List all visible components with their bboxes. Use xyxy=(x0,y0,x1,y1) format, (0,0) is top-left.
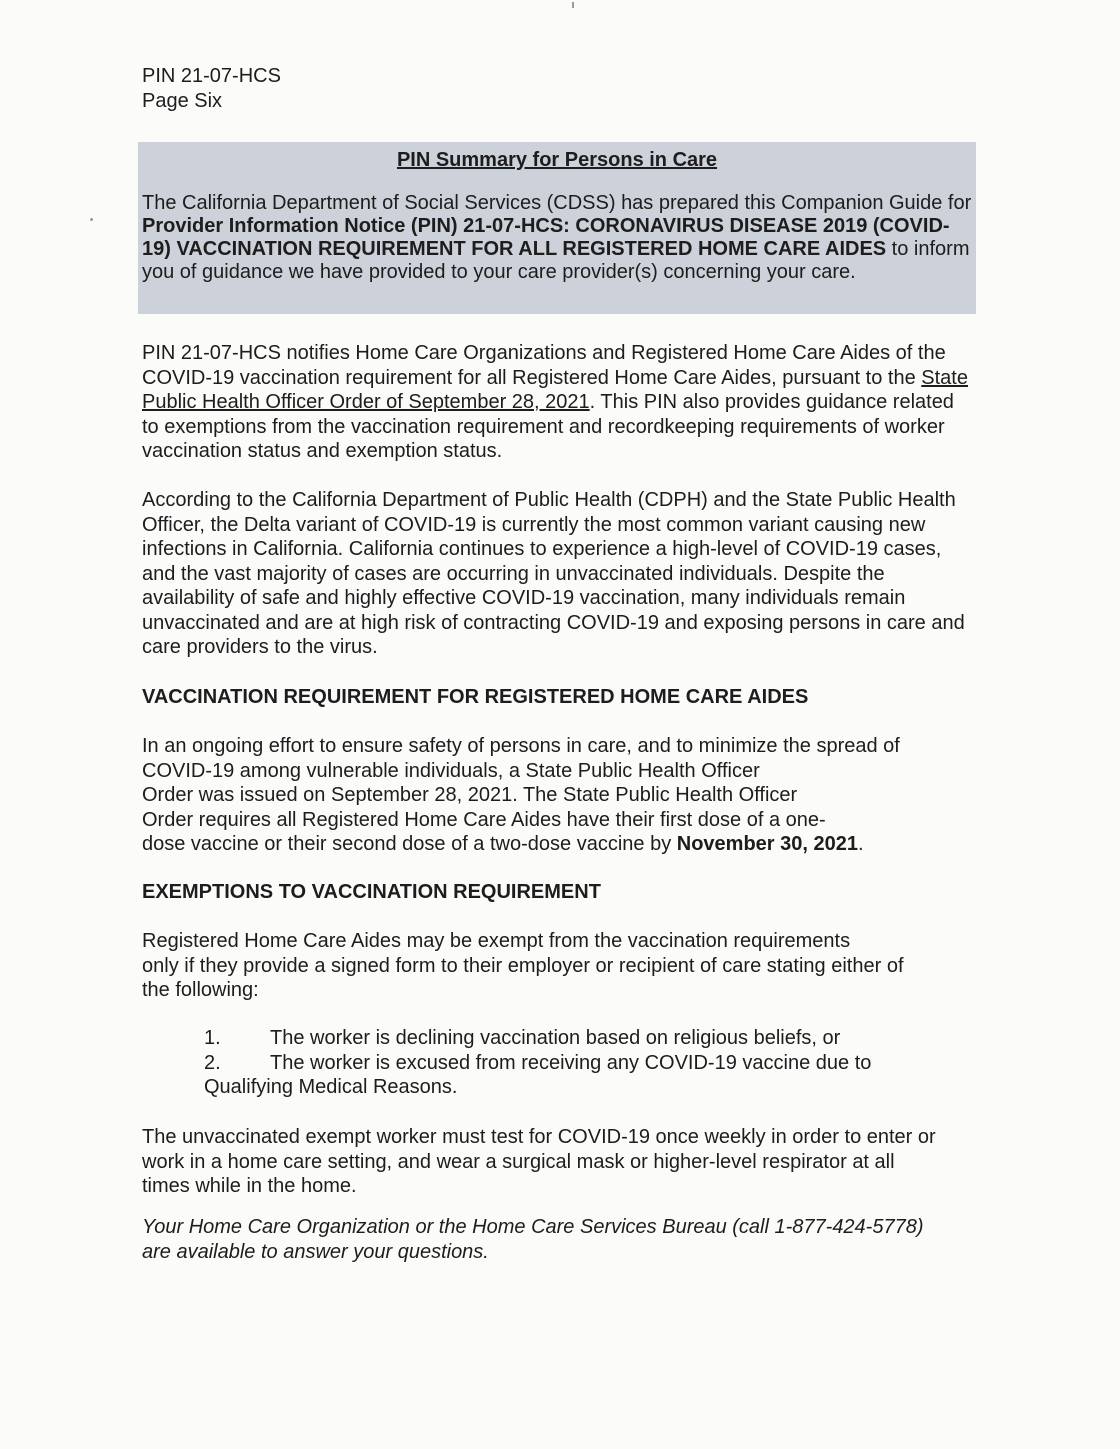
paragraph-pin-notice xyxy=(142,341,972,464)
summary-box xyxy=(138,142,976,314)
paragraph-pin-notice-end: . This PIN also provides guidance related to exemptions from the vaccination requirement and recordkeeping requirements of worker vaccination status and exemption status. xyxy=(142,391,954,462)
health-officer-order-link: State Public Health Officer Order of September 28, 2021 xyxy=(142,366,968,413)
deadline-date: November 30, 2021 xyxy=(676,833,858,855)
paragraph-cdph-context: According to the California Department of Public Health (CDPH) and the State Public Health Officer, the Delta variant of COVID-19 is currently the most common variant causing new infections in California. California continues to experience a high-level of COVID-19 cases, and the vast majority of cases are occurring in unvaccinated individuals. Despite the availability of safe and highly effective COVID-19 vaccination, many individuals remain unvaccinated and are at high risk of contracting COVID-19 and exposing persons in care and care providers to the virus. xyxy=(142,489,965,658)
requirement-line xyxy=(142,832,972,857)
summary-text-end: to inform you of guidance we have provided to your care provider(s) concerning your care. xyxy=(142,238,970,283)
summary-text-intro: The California Department of Social Services (CDSS) has prepared this Companion Guide for xyxy=(142,192,972,214)
page-header xyxy=(142,64,281,114)
list-item-continuation: Qualifying Medical Reasons. xyxy=(204,1076,458,1098)
requirement-line-text: dose vaccine or their second dose of a two-dose vaccine by xyxy=(142,833,677,855)
scan-speck xyxy=(90,218,93,221)
summary-pin-title: Provider Information Notice (PIN) 21-07-HCS: CORONAVIRUS DISEASE 2019 (COVID-19) VACCINATION REQUIREMENT FOR ALL REGISTERED HOME CARE AIDES xyxy=(142,215,950,260)
page-label: Page Six xyxy=(142,90,223,112)
paragraph-contact: Your Home Care Organization or the Home Care Services Bureau (call 1-877-424-5778) are available to answer your questions. xyxy=(142,1216,924,1263)
exemptions-line: Registered Home Care Aides may be exempt from the vaccination requirements xyxy=(142,930,851,952)
requirement-line: Order was issued on September 28, 2021. The State Public Health Officer xyxy=(142,784,798,806)
paragraph-vaccination-requirement xyxy=(142,734,972,857)
list-text: The worker is declining vaccination based on religious beliefs, or xyxy=(270,1027,841,1049)
exemptions-line: the following: xyxy=(142,979,259,1001)
requirement-line: In an ongoing effort to ensure safety of persons in care, and to minimize the spread of xyxy=(142,735,900,757)
heading-exemptions: EXEMPTIONS TO VACCINATION REQUIREMENT xyxy=(142,881,601,903)
heading-vaccination-requirement: VACCINATION REQUIREMENT FOR REGISTERED HOME CARE AIDES xyxy=(142,686,809,708)
scan-speck xyxy=(572,2,574,8)
requirement-line: COVID-19 among vulnerable individuals, a State Public Health Officer xyxy=(142,759,760,782)
list-number: 1. xyxy=(204,1027,221,1049)
paragraph-testing: The unvaccinated exempt worker must test for COVID-19 once weekly in order to enter or work in a home care setting, and wear a surgical mask or higher-level respirator at all times while in the home. xyxy=(142,1126,936,1197)
list-number: 2. xyxy=(204,1051,221,1074)
list-item xyxy=(204,1026,964,1051)
exemption-list xyxy=(204,1026,964,1100)
summary-text xyxy=(142,192,972,284)
paragraph-exemptions xyxy=(142,929,972,1003)
requirement-line: Order requires all Registered Home Care Aides have their first dose of a one- xyxy=(142,808,826,831)
summary-title: PIN Summary for Persons in Care xyxy=(396,149,718,171)
list-text: The worker is excused from receiving any COVID-19 vaccine due to xyxy=(270,1051,872,1074)
pin-number: PIN 21-07-HCS xyxy=(142,65,281,87)
exemptions-line: only if they provide a signed form to their employer or recipient of care stating either of xyxy=(142,954,904,977)
requirement-line-end: . xyxy=(857,833,864,855)
paragraph-pin-notice-start: PIN 21-07-HCS notifies Home Care Organizations and Registered Home Care Aides of the COVID-19 vaccination requirement for all Registered Home Care Aides, pursuant to the xyxy=(142,342,946,389)
list-item xyxy=(204,1051,964,1076)
